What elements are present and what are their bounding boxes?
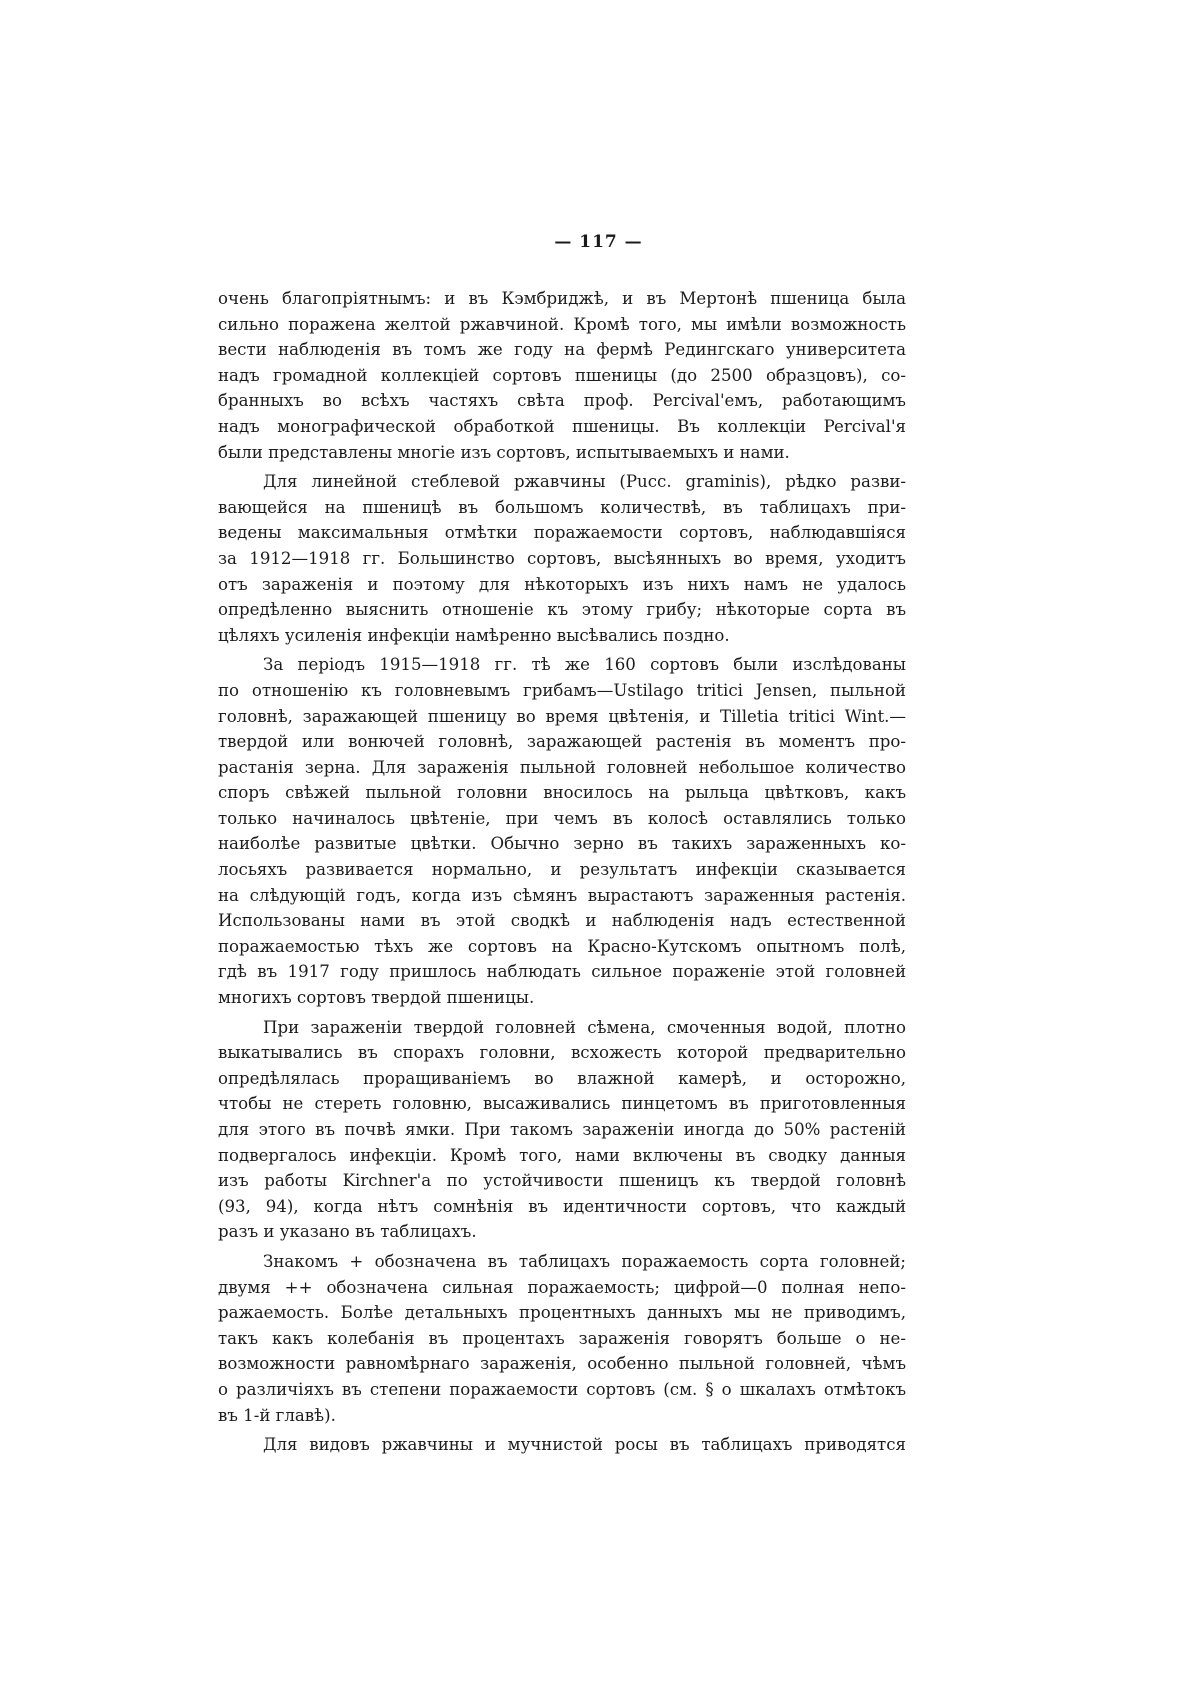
text-line: наиболѣе развитые цвѣтки. Обычно зерно въ такихъ зараженныхъ ко- xyxy=(218,834,906,854)
text-line: возможности равномѣрнаго зараженія, особенно пыльной головней, чѣмъ xyxy=(218,1354,906,1374)
text-line: вести наблюденія въ томъ же году на фермѣ Редингскаго университета xyxy=(218,340,906,360)
paragraph xyxy=(218,1249,906,1428)
text-line: бранныхъ во всѣхъ частяхъ свѣта проф. Percival'емъ, работающимъ xyxy=(218,391,906,411)
body-text xyxy=(218,286,906,1462)
text-line: отъ зараженія и поэтому для нѣкоторыхъ изъ нихъ намъ не удалось xyxy=(218,574,906,594)
text-line: надъ громадной коллекціей сортовъ пшеницы (до 2500 образцовъ), со- xyxy=(218,365,906,385)
text-line: ражаемость. Болѣе детальныхъ процентныхъ данныхъ мы не приводимъ, xyxy=(218,1303,906,1323)
text-line: чтобы не стереть головню, высаживались пинцетомъ въ приготовленныя xyxy=(218,1094,906,1114)
text-line: твердой или вонючей головнѣ, заражающей растенія въ моментъ про- xyxy=(218,732,906,752)
text-line: Для линейной стеблевой ржавчины (Pucc. graminis), рѣдко разви- xyxy=(263,472,906,492)
text-line: Знакомъ + обозначена въ таблицахъ поражаемость сорта головней; xyxy=(263,1251,906,1271)
paragraph xyxy=(218,286,906,465)
page-number: — 117 — xyxy=(554,232,643,252)
text-line: только начиналось цвѣтеніе, при чемъ въ колосѣ оставлялись только xyxy=(218,808,906,828)
text-line: сильно поражена желтой ржавчиной. Кромѣ того, мы имѣли возможность xyxy=(218,314,906,334)
text-line: подвергалось инфекціи. Кромѣ того, нами включены въ сводку данныя xyxy=(218,1145,906,1165)
text-line: цѣляхъ усиленія инфекціи намѣренно высѣвались поздно. xyxy=(218,625,730,645)
text-line: (93, 94), когда нѣтъ сомнѣнія въ идентичности сортовъ, что каждый xyxy=(218,1196,906,1216)
text-line: двумя ++ обозначена сильная поражаемость; цифрой—0 полная непо- xyxy=(218,1277,906,1297)
paragraph xyxy=(218,652,906,1010)
text-line: на слѣдующій годъ, когда изъ сѣмянъ вырастаютъ зараженныя растенія. xyxy=(218,885,906,905)
paragraph xyxy=(218,1432,906,1458)
text-line: При зараженіи твердой головней сѣмена, смоченныя водой, плотно xyxy=(263,1017,906,1037)
text-line: опредѣленно выяснить отношеніе къ этому грибу; нѣкоторые сорта въ xyxy=(218,600,906,620)
text-line: такъ какъ колебанія въ процентахъ зараженія говорятъ больше о не- xyxy=(218,1328,906,1348)
text-line: разъ и указано въ таблицахъ. xyxy=(218,1222,477,1242)
text-line: многихъ сортовъ твердой пшеницы. xyxy=(218,988,535,1008)
text-line: изъ работы Kirchner'а по устойчивости пшеницъ къ твердой головнѣ xyxy=(218,1171,906,1191)
text-line: растанія зерна. Для зараженія пыльной головней небольшое количество xyxy=(218,757,906,777)
text-line: надъ монографической обработкой пшеницы. Въ коллекціи Percival'я xyxy=(218,416,906,436)
text-line: За періодъ 1915—1918 гг. тѣ же 160 сортовъ были изслѣдованы xyxy=(263,655,906,675)
text-line: опредѣлялась проращиваніемъ во влажной камерѣ, и осторожно, xyxy=(218,1068,906,1088)
text-line: головнѣ, заражающей пшеницу во время цвѣтенія, и Tilletia tritici Wint.— xyxy=(218,706,906,726)
text-line: за 1912—1918 гг. Большинство сортовъ, высѣянныхъ во время, уходитъ xyxy=(218,548,906,568)
text-line: поражаемостью тѣхъ же сортовъ на Красно-Кутскомъ опытномъ полѣ, xyxy=(218,936,906,956)
text-line: были представлены многіе изъ сортовъ, испытываемыхъ и нами. xyxy=(218,442,790,462)
text-line: гдѣ въ 1917 году пришлось наблюдать сильное пораженіе этой головней xyxy=(218,962,906,982)
text-line: очень благопріятнымъ: и въ Кэмбриджѣ, и въ Мертонѣ пшеница была xyxy=(218,289,906,308)
text-line: по отношенію къ головневымъ грибамъ—Ustilago tritici Jensen, пыльной xyxy=(218,680,906,700)
text-line: для этого въ почвѣ ямки. При такомъ зараженіи иногда до 50% растеній xyxy=(218,1120,906,1139)
text-line: въ 1-й главѣ). xyxy=(218,1405,336,1425)
text-line: Использованы нами въ этой сводкѣ и наблюденія надъ естественной xyxy=(218,911,906,931)
text-line: споръ свѣжей пыльной головни вносилось на рыльца цвѣтковъ, какъ xyxy=(218,783,906,803)
text-line: Для видовъ ржавчины и мучнистой росы въ таблицахъ приводятся xyxy=(263,1435,906,1455)
text-line: вающейся на пшеницѣ въ большомъ количествѣ, въ таблицахъ при- xyxy=(218,497,906,517)
paragraph xyxy=(218,469,906,648)
text-line: ведены максимальныя отмѣтки поражаемости сортовъ, наблюдавшіяся xyxy=(218,523,906,543)
text-line: лосьяхъ развивается нормально, и результатъ инфекціи сказывается xyxy=(218,860,906,880)
text-line: выкатывались въ спорахъ головни, всхожесть которой предварительно xyxy=(218,1043,906,1063)
paragraph xyxy=(218,1015,906,1245)
text-line: о различіяхъ въ степени поражаемости сортовъ (см. § о шкалахъ отмѣтокъ xyxy=(218,1379,906,1399)
